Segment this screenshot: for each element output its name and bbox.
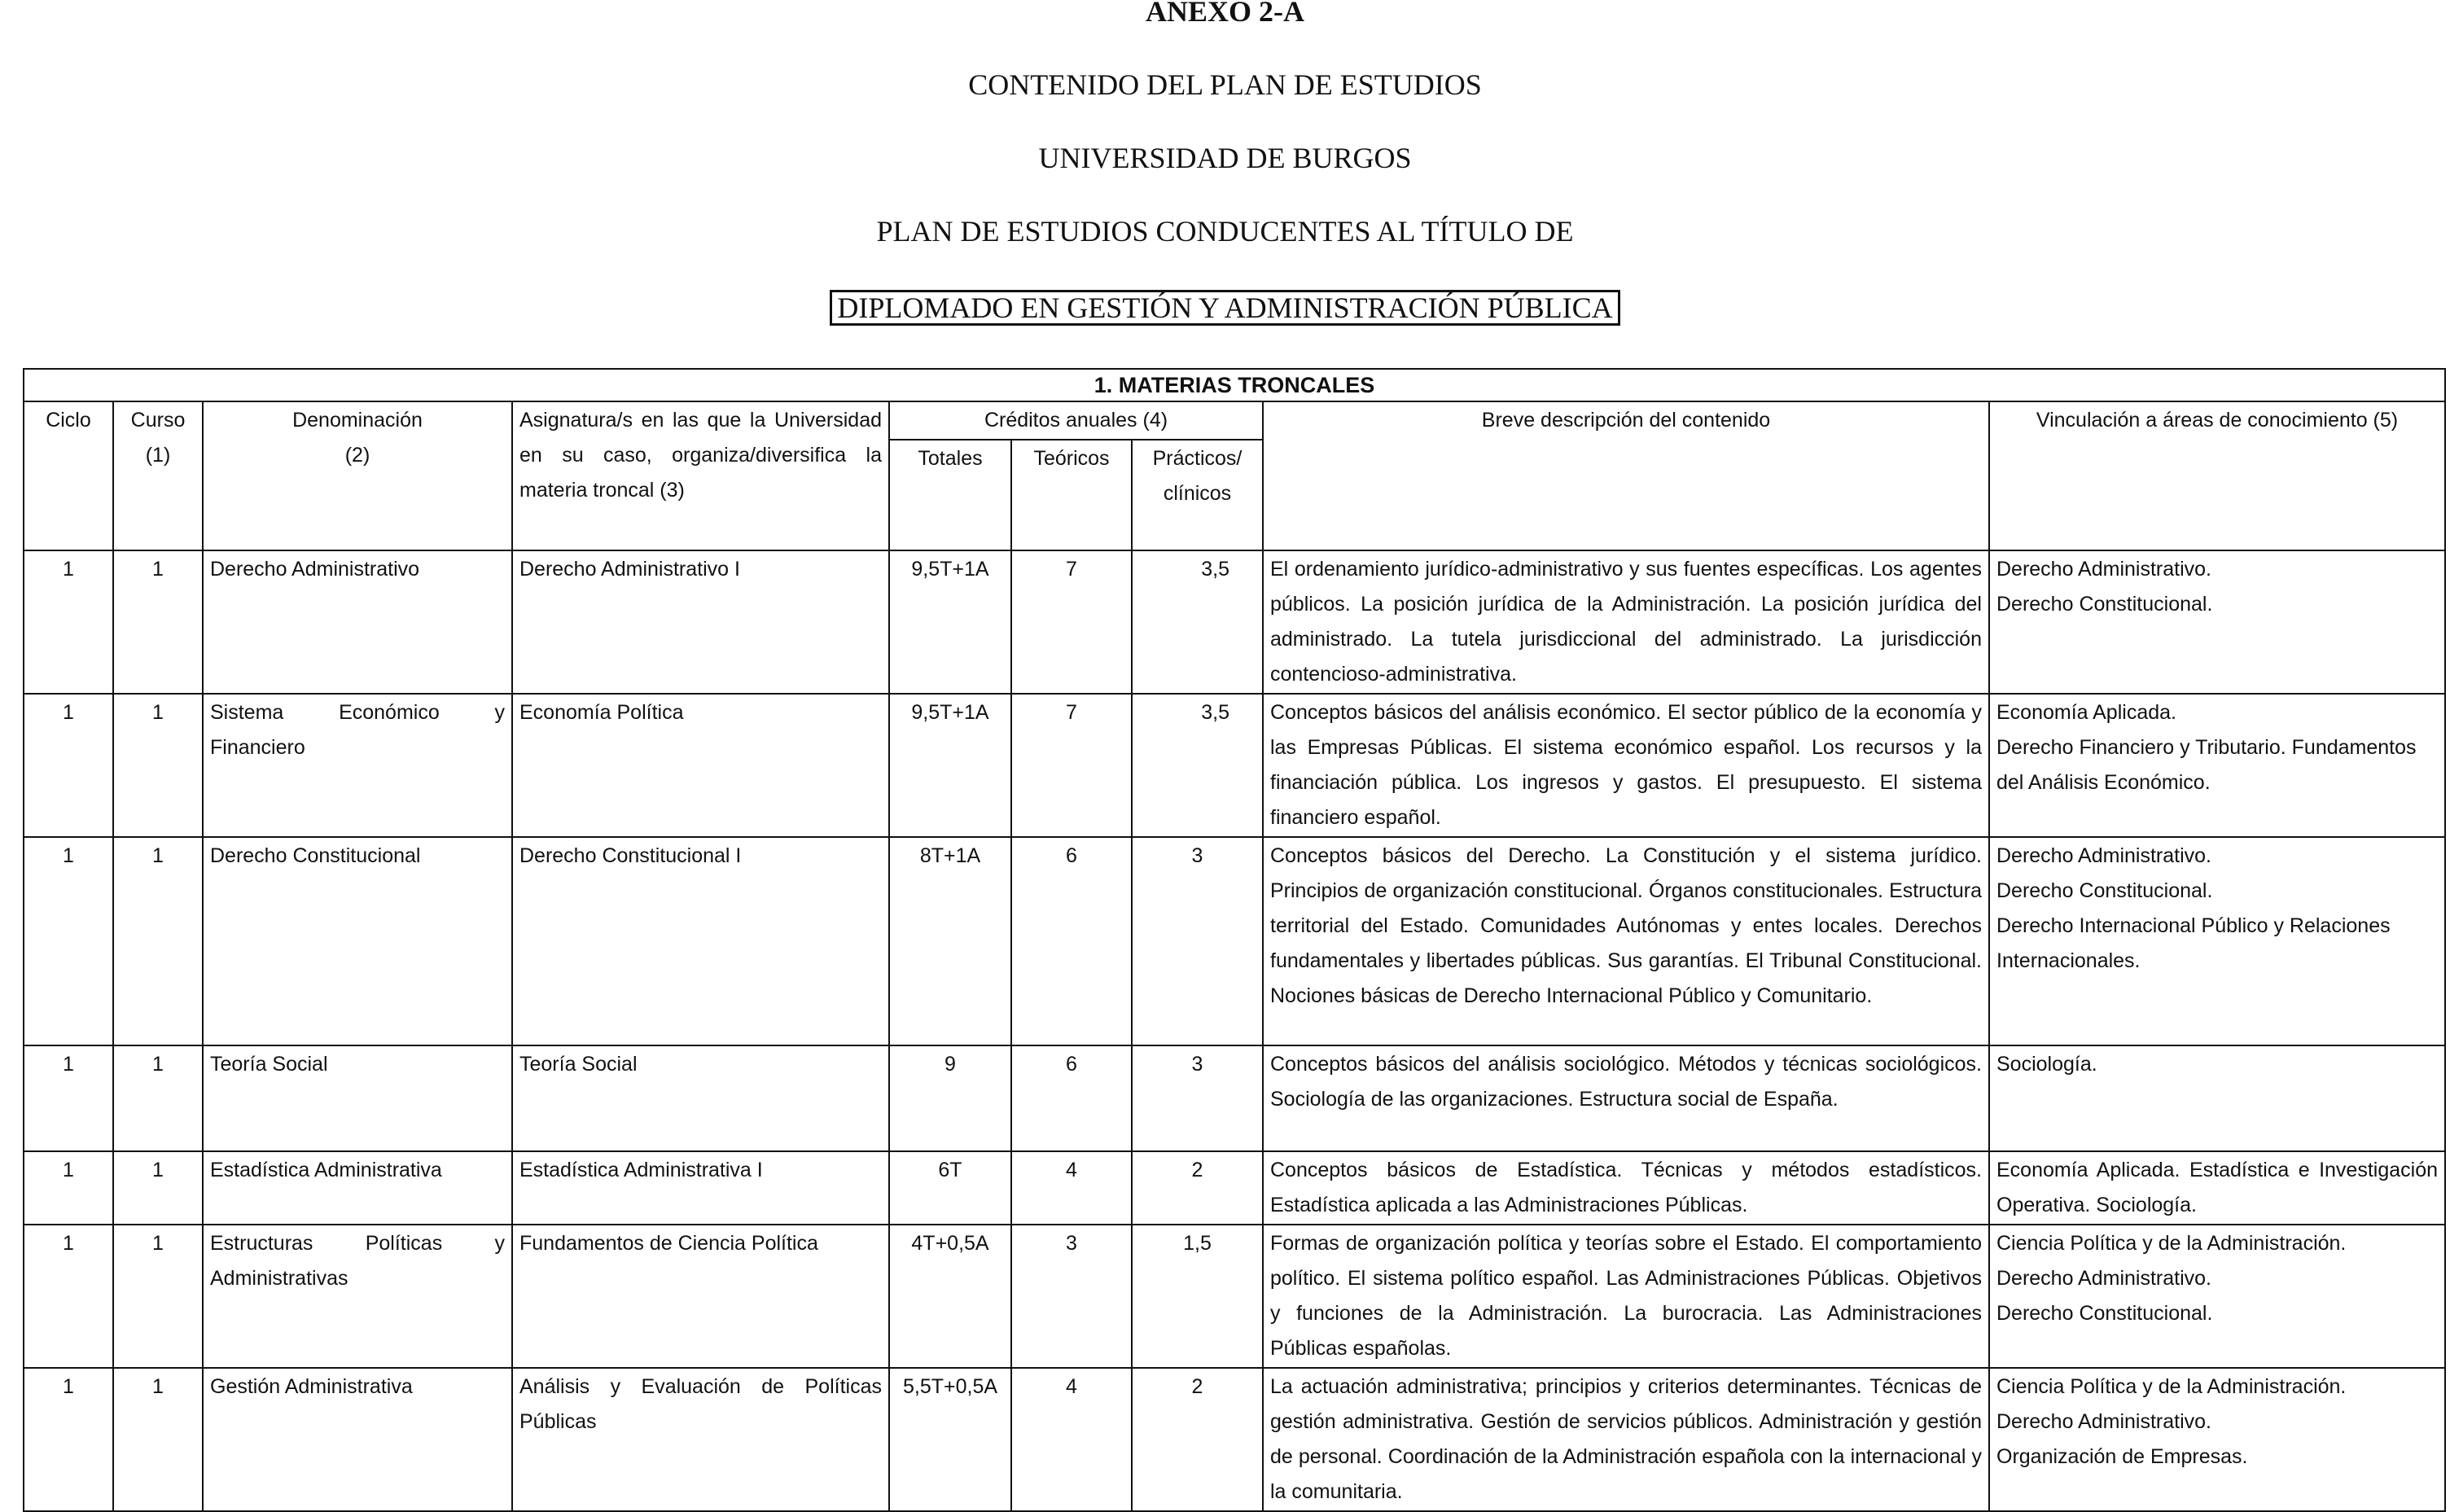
cell-totales: 9 (889, 1045, 1011, 1151)
cell-curso: 1 (113, 1368, 203, 1511)
cell-asignatura: Economía Política (512, 694, 889, 837)
cell-curso: 1 (113, 837, 203, 1045)
cell-teoricos: 4 (1011, 1368, 1132, 1511)
cell-asignatura: Fundamentos de Ciencia Política (512, 1225, 889, 1368)
col-header-practicos: Prácticos/ clínicos (1132, 440, 1263, 550)
table-row (24, 1225, 2445, 1368)
cell-teoricos: 3 (1011, 1225, 1132, 1368)
col-header-denominacion: Denominación (2) (203, 401, 512, 550)
cell-asignatura: Análisis y Evaluación de Políticas Públicas (512, 1368, 889, 1511)
cell-totales: 6T (889, 1151, 1011, 1225)
cell-curso: 1 (113, 1151, 203, 1225)
cell-ciclo: 1 (24, 694, 113, 837)
header-row-1 (24, 401, 2445, 440)
cell-ciclo: 1 (24, 1045, 113, 1151)
col-header-vinculacion: Vinculación a áreas de conocimiento (5) (1989, 401, 2445, 550)
degree-title-box (0, 290, 2450, 326)
cell-denominacion: Teoría Social (203, 1045, 512, 1151)
cell-teoricos: 7 (1011, 550, 1132, 694)
table-row (24, 1368, 2445, 1511)
table-row (24, 837, 2445, 1045)
cell-practicos: 1,5 (1132, 1225, 1263, 1368)
cell-vinculacion: Economía Aplicada. Derecho Financiero y Tributario. Fundamentos del Análisis Económico. (1989, 694, 2445, 837)
cell-asignatura: Derecho Constitucional I (512, 837, 889, 1045)
cell-teoricos: 6 (1011, 837, 1132, 1045)
cell-denominacion: Estadística Administrativa (203, 1151, 512, 1225)
col-header-asignaturas: Asignatura/s en las que la Universidad en su caso, organiza/diversifica la materia troncal (3) (512, 401, 889, 550)
cell-descripcion: La actuación administrativa; principios y criterios determinantes. Técnicas de gestión administrativa. Gestión de servicios públicos. Administración y gestión de personal. Coordinación de la Administración española con la internacional y la comunitaria. (1263, 1368, 1989, 1511)
cell-totales: 9,5T+1A (889, 550, 1011, 694)
cell-teoricos: 7 (1011, 694, 1132, 837)
cell-totales: 5,5T+0,5A (889, 1368, 1011, 1511)
cell-teoricos: 6 (1011, 1045, 1132, 1151)
cell-practicos: 2 (1132, 1151, 1263, 1225)
table-row (24, 694, 2445, 837)
cell-ciclo: 1 (24, 1225, 113, 1368)
university-name: UNIVERSIDAD DE BURGOS (1038, 142, 1412, 174)
cell-curso: 1 (113, 694, 203, 837)
cell-descripcion: El ordenamiento jurídico-administrativo y sus fuentes específicas. Los agentes públicos. La posición jurídica de la Administración. La posición jurídica del administrado. La tutela jurisdiccional del administrado. La jurisdicción contencioso-administrativa. (1263, 550, 1989, 694)
cell-ciclo: 1 (24, 1368, 113, 1511)
cell-descripcion: Conceptos básicos del análisis económico. El sector público de la economía y las Empresas Públicas. El sistema económico español. Los recursos y la financiación pública. Los ingresos y gastos. El presupuesto. El sistema financiero español. (1263, 694, 1989, 837)
cell-totales: 9,5T+1A (889, 694, 1011, 837)
plan-content-heading: CONTENIDO DEL PLAN DE ESTUDIOS (968, 68, 1482, 101)
cell-practicos: 3 (1132, 1045, 1263, 1151)
cell-vinculacion: Derecho Administrativo. Derecho Constitucional. (1989, 550, 2445, 694)
cell-practicos: 3 (1132, 837, 1263, 1045)
cell-curso: 1 (113, 1045, 203, 1151)
cell-vinculacion: Derecho Administrativo. Derecho Constitucional. Derecho Internacional Público y Relaciones Internacionales. (1989, 837, 2445, 1045)
cell-vinculacion: Ciencia Política y de la Administración. Derecho Administrativo. Organización de Empresas. (1989, 1368, 2445, 1511)
col-header-descripcion: Breve descripción del contenido (1263, 401, 1989, 550)
cell-vinculacion: Sociología. (1989, 1045, 2445, 1151)
col-header-ciclo: Ciclo (24, 401, 113, 550)
col-header-curso: Curso (1) (113, 401, 203, 550)
table-row (24, 1151, 2445, 1225)
annex-title: ANEXO 2-A (1146, 0, 1304, 28)
col-header-totales: Totales (889, 440, 1011, 550)
cell-totales: 4T+0,5A (889, 1225, 1011, 1368)
cell-asignatura: Teoría Social (512, 1045, 889, 1151)
col-header-creditos: Créditos anuales (4) (889, 401, 1263, 440)
cell-ciclo: 1 (24, 837, 113, 1045)
cell-curso: 1 (113, 1225, 203, 1368)
cell-teoricos: 4 (1011, 1151, 1132, 1225)
cell-totales: 8T+1A (889, 837, 1011, 1045)
cell-asignatura: Derecho Administrativo I (512, 550, 889, 694)
cell-descripcion: Conceptos básicos de Estadística. Técnicas y métodos estadísticos. Estadística aplicada a las Administraciones Públicas. (1263, 1151, 1989, 1225)
cell-ciclo: 1 (24, 550, 113, 694)
cell-descripcion: Conceptos básicos del análisis sociológico. Métodos y técnicas sociológicos. Sociología de las organizaciones. Estructura social de España. (1263, 1045, 1989, 1151)
cell-practicos: 3,5 (1132, 550, 1263, 694)
section-row (24, 369, 2445, 401)
cell-practicos: 3,5 (1132, 694, 1263, 837)
cell-ciclo: 1 (24, 1151, 113, 1225)
cell-practicos: 2 (1132, 1368, 1263, 1511)
col-header-teoricos: Teóricos (1011, 440, 1132, 550)
plan-title-heading: PLAN DE ESTUDIOS CONDUCENTES AL TÍTULO DE (876, 215, 1574, 248)
cell-denominacion: Derecho Administrativo (203, 550, 512, 694)
cell-denominacion: Sistema Económico y Financiero (203, 694, 512, 837)
cell-asignatura: Estadística Administrativa I (512, 1151, 889, 1225)
cell-denominacion: Gestión Administrativa (203, 1368, 512, 1511)
cell-vinculacion: Ciencia Política y de la Administración. Derecho Administrativo. Derecho Constitucional. (1989, 1225, 2445, 1368)
cell-denominacion: Derecho Constitucional (203, 837, 512, 1045)
cell-curso: 1 (113, 550, 203, 694)
section-title: 1. MATERIAS TRONCALES (24, 369, 2445, 401)
cell-vinculacion: Economía Aplicada. Estadística e Investigación Operativa. Sociología. (1989, 1151, 2445, 1225)
subjects-table (23, 368, 2446, 1512)
table-row (24, 1045, 2445, 1151)
cell-descripcion: Formas de organización política y teorías sobre el Estado. El comportamiento político. El sistema político español. Las Administraciones Públicas. Objetivos y funciones de la Administración. La burocracia. Las Administraciones Públicas españolas. (1263, 1225, 1989, 1368)
degree-title: DIPLOMADO EN GESTIÓN Y ADMINISTRACIÓN PÚBLICA (830, 290, 1619, 326)
cell-descripcion: Conceptos básicos del Derecho. La Constitución y el sistema jurídico. Principios de organización constitucional. Órganos constitucionales. Estructura territorial del Estado. Comunidades Autónomas y entes locales. Derechos fundamentales y libertades públicas. Sus garantías. El Tribunal Constitucional. Nociones básicas de Derecho Internacional Público y Comunitario. (1263, 837, 1989, 1045)
cell-denominacion: Estructuras Políticas y Administrativas (203, 1225, 512, 1368)
table-row (24, 550, 2445, 694)
